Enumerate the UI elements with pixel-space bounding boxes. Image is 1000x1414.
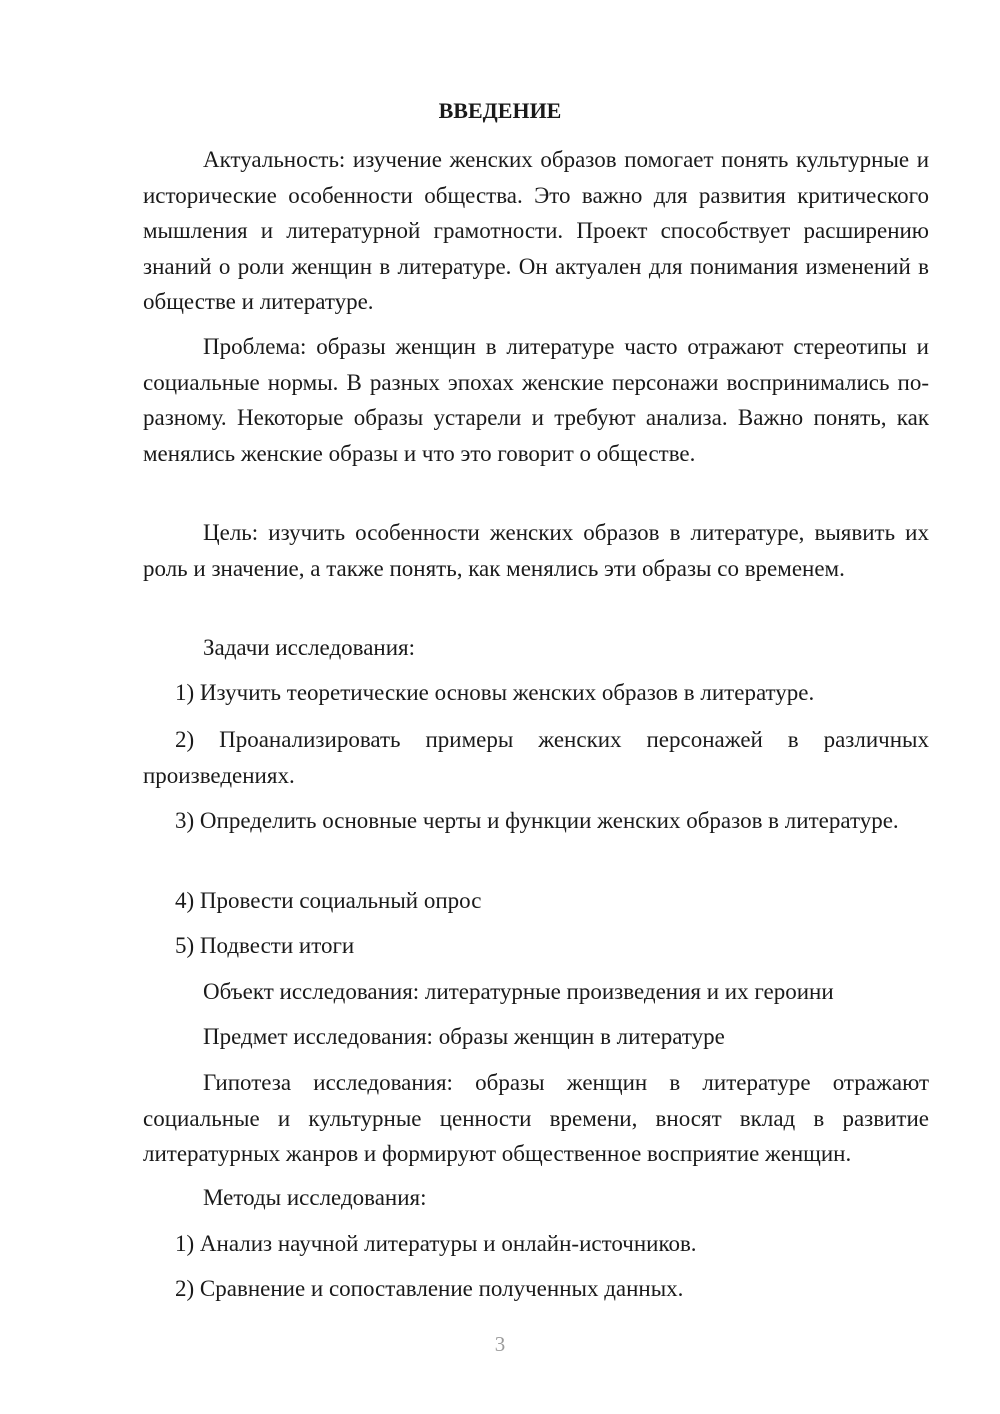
relevance-paragraph: Актуальность: изучение женских образов помогает понять культурные и исторические особенности общества. Это важно для развития критического мышления и литературной грамотности. Проект способствует расширению знаний о роли женщин в литературе. Он актуален для понимания изменений в обществе и литературе. bbox=[143, 147, 929, 314]
task-item-3: 3) Определить основные черты и функции женских образов в литературе. bbox=[175, 808, 899, 833]
methods-title: Методы исследования: bbox=[203, 1185, 427, 1210]
object-paragraph: Объект исследования: литературные произведения и их героини bbox=[203, 979, 834, 1004]
task-item-4: 4) Провести социальный опрос bbox=[175, 888, 482, 913]
task-item-5: 5) Подвести итоги bbox=[175, 933, 355, 958]
page-number: 3 bbox=[494, 1332, 506, 1356]
section-heading: ВВЕДЕНИЕ bbox=[438, 98, 562, 123]
hypothesis-paragraph: Гипотеза исследования: образы женщин в литературе отражают социальные и культурные ценности времени, вносят вклад в развитие литературных жанров и формируют общественное восприятие женщин. bbox=[143, 1070, 929, 1166]
subject-paragraph: Предмет исследования: образы женщин в литературе bbox=[203, 1024, 725, 1049]
task-item-2: 2) Проанализировать примеры женских персонажей в различных произведениях. bbox=[143, 727, 929, 788]
tasks-title: Задачи исследования: bbox=[203, 635, 416, 660]
task-item-1: 1) Изучить теоретические основы женских образов в литературе. bbox=[175, 680, 815, 705]
method-item-2: 2) Сравнение и сопоставление полученных данных. bbox=[175, 1276, 684, 1301]
method-item-1: 1) Анализ научной литературы и онлайн-источников. bbox=[175, 1231, 697, 1256]
problem-paragraph: Проблема: образы женщин в литературе часто отражают стереотипы и социальные нормы. В разных эпохах женские персонажи воспринимались по-разному. Некоторые образы устарели и требуют анализа. Важно понять, как менялись женские образы и что это говорит о обществе. bbox=[143, 334, 929, 466]
goal-paragraph: Цель: изучить особенности женских образов в литературе, выявить их роль и значение, а также понять, как менялись эти образы со временем. bbox=[143, 520, 929, 581]
